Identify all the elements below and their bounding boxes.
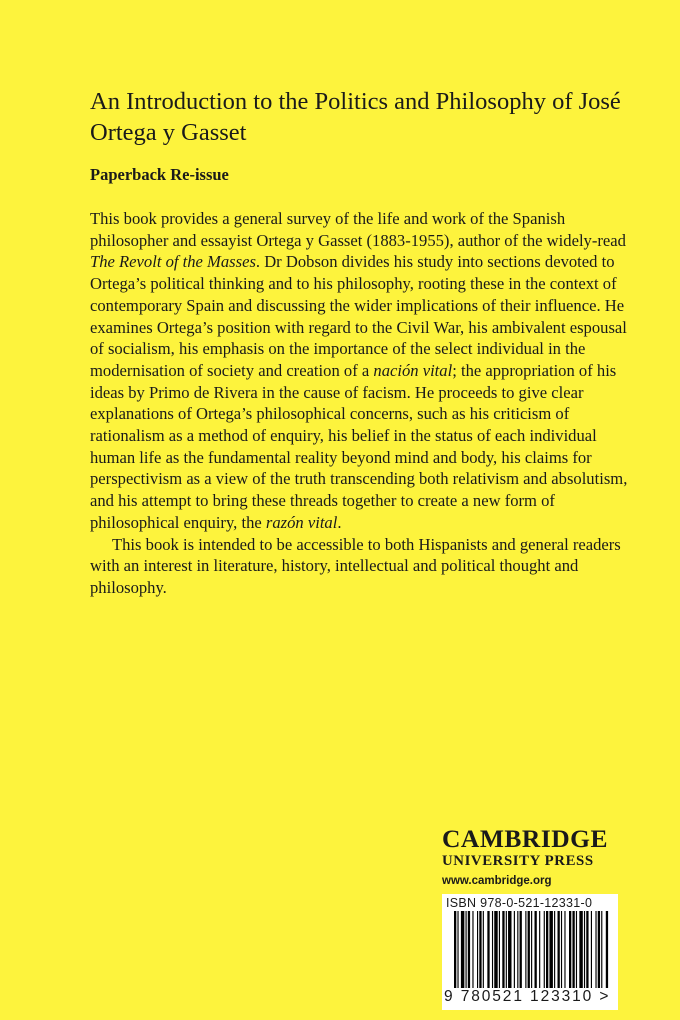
- barcode-bar: [461, 911, 464, 997]
- barcode-bar: [506, 911, 507, 997]
- barcode-bar: [472, 911, 473, 997]
- publisher-name: CAMBRIDGE: [442, 824, 609, 853]
- barcode-bar: [483, 911, 484, 997]
- barcode-bar: [457, 911, 458, 997]
- barcode-bars: [442, 911, 618, 997]
- barcode-bar: [569, 911, 571, 997]
- barcode-bar: [502, 911, 504, 997]
- blurb-italic-title: The Revolt of the Masses: [90, 252, 256, 272]
- barcode-bar: [586, 911, 588, 997]
- blurb-text: This book provides a general survey of the life and work of the Spanish philosopher and essayist Ortega y Gasset (1883-1955), author of the widely-read: [90, 209, 626, 250]
- barcode-bar: [508, 911, 511, 997]
- barcode-bar: [554, 911, 555, 997]
- barcode-bar: [539, 911, 540, 997]
- barcode-bar: [564, 911, 565, 997]
- barcode-bar: [514, 911, 515, 997]
- barcode-bar: [558, 911, 560, 997]
- barcode-bar: [576, 911, 577, 997]
- blurb-italic-term: nación vital: [373, 360, 453, 380]
- barcode-bar: [494, 911, 497, 997]
- barcode-bar: [520, 911, 522, 997]
- barcode-bar: [499, 911, 500, 997]
- book-title: An Introduction to the Politics and Philosophy of José Ortega y Gasset: [90, 88, 621, 146]
- barcode-bar: [561, 911, 562, 997]
- blurb-paragraph-2: This book is intended to be accessible to both Hispanists and general readers with an interest in literature, history, intellectual and political thought and philosophy.: [90, 534, 621, 597]
- barcode-bar: [535, 911, 537, 997]
- barcode-bar: [517, 911, 518, 997]
- barcode-bar: [572, 911, 574, 997]
- blurb-text: ; the appropriation of his ideas by Primo de Rivera in the cause of facism. He proceeds to give clear explanations of Ortega’s philosophical concerns, such as his criticism of rationalism as a method of enquiry, his belief in the status of each individual human life as the fundamental reality beyond mind and body, his claims for perspectivism as a view of the truth transcending both relativism and absolutism, and his attempt to bring these threads together to create a new form of philosophical enquiry, the: [90, 360, 628, 532]
- barcode: [442, 894, 618, 1010]
- barcode-digits: 9 780521 123310 >: [444, 988, 616, 1006]
- barcode-bar: [492, 911, 493, 997]
- barcode-bar: [479, 911, 481, 997]
- barcode-bar: [579, 911, 582, 997]
- barcode-bar: [544, 911, 545, 997]
- barcode-bar: [595, 911, 596, 997]
- barcode-bar: [549, 911, 552, 997]
- barcode-bar: [477, 911, 478, 997]
- blurb: [90, 208, 630, 599]
- barcode-bar: [531, 911, 532, 997]
- barcode-bar: [466, 911, 467, 997]
- barcode-bar: [546, 911, 548, 997]
- publisher-subname: UNIVERSITY PRESS: [442, 853, 594, 869]
- blurb-italic-term: razón vital: [265, 512, 338, 532]
- blurb-text: .: [337, 512, 342, 532]
- edition-label: Paperback Re-issue: [90, 165, 229, 184]
- blurb-paragraph-1: [90, 208, 630, 534]
- barcode-bar: [606, 911, 608, 997]
- barcode-bar: [584, 911, 585, 997]
- barcode-bar: [601, 911, 602, 997]
- barcode-bar: [468, 911, 470, 997]
- barcode-bar: [528, 911, 530, 997]
- barcode-bar: [591, 911, 592, 997]
- publisher-logo: [442, 826, 622, 890]
- publisher-url: www.cambridge.org: [442, 875, 552, 887]
- barcode-bar: [525, 911, 526, 997]
- isbn-label: ISBN 978-0-521-12331-0: [446, 896, 593, 910]
- barcode-bar: [487, 911, 489, 997]
- barcode-bar: [598, 911, 600, 997]
- barcode-bar: [454, 911, 456, 997]
- blurb-text: . Dr Dobson divides his study into sections devoted to Ortega’s political thinking and to his philosophy, rooting these in the context of contemporary Spain and discussing the wider implications of their influence. He examines Ortega’s position with regard to the Civil War, his ambivalent espousal of socialism, his emphasis on the importance of the select individual in the modernisation of society and creation of a: [90, 252, 627, 380]
